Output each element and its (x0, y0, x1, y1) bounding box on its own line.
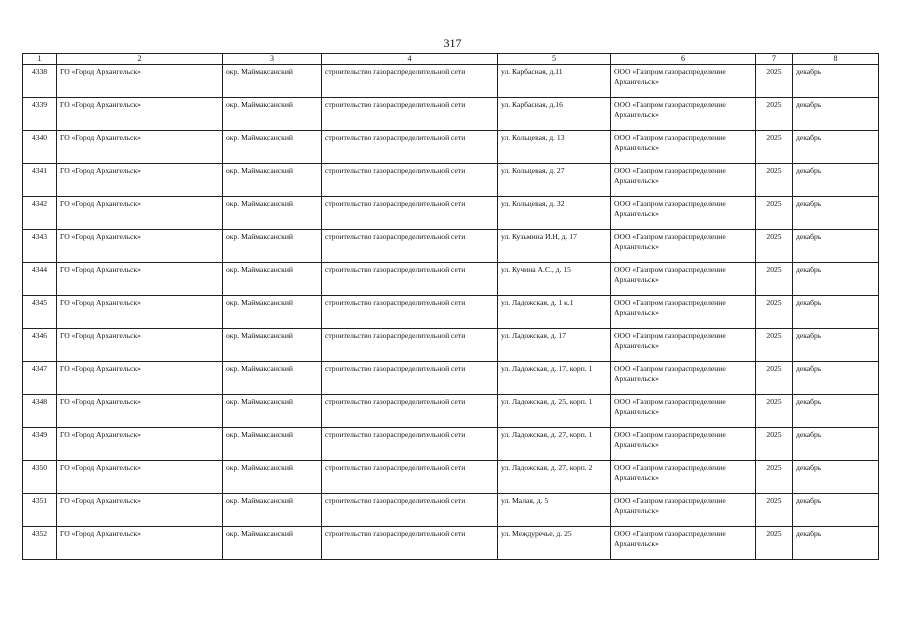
address-cell: ул. Ладожская, д. 25, корп. 1 (498, 395, 611, 428)
year-cell: 2025 (756, 98, 793, 131)
table-row (23, 197, 879, 230)
row-number-cell: 4348 (23, 395, 57, 428)
municipality-cell: ГО «Город Архангельск» (57, 131, 223, 164)
column-header: 6 (611, 54, 756, 65)
organization-cell: ООО «Газпром газораспределение Архангельск» (611, 428, 756, 461)
work-type-cell: строительство газораспределительной сети (322, 461, 498, 494)
row-number-cell: 4344 (23, 263, 57, 296)
table-body (23, 65, 879, 560)
page-number: 317 (443, 36, 462, 50)
column-header: 8 (793, 54, 879, 65)
district-cell: окр. Маймаксанский (223, 428, 322, 461)
work-type-cell: строительство газораспределительной сети (322, 164, 498, 197)
municipality-cell: ГО «Город Архангельск» (57, 527, 223, 560)
municipality-cell: ГО «Город Архангельск» (57, 428, 223, 461)
month-cell: декабрь (793, 329, 879, 362)
row-number-cell: 4350 (23, 461, 57, 494)
address-cell: ул. Кольцевая, д. 32 (498, 197, 611, 230)
organization-cell: ООО «Газпром газораспределение Архангельск» (611, 296, 756, 329)
year-cell: 2025 (756, 164, 793, 197)
organization-cell: ООО «Газпром газораспределение Архангельск» (611, 65, 756, 98)
month-cell: декабрь (793, 197, 879, 230)
district-cell: окр. Маймаксанский (223, 329, 322, 362)
municipality-cell: ГО «Город Архангельск» (57, 230, 223, 263)
organization-cell: ООО «Газпром газораспределение Архангельск» (611, 197, 756, 230)
row-number-cell: 4339 (23, 98, 57, 131)
district-cell: окр. Маймаксанский (223, 65, 322, 98)
district-cell: окр. Маймаксанский (223, 296, 322, 329)
column-header: 3 (223, 54, 322, 65)
work-type-cell: строительство газораспределительной сети (322, 527, 498, 560)
municipality-cell: ГО «Город Архангельск» (57, 263, 223, 296)
work-type-cell: строительство газораспределительной сети (322, 395, 498, 428)
organization-cell: ООО «Газпром газораспределение Архангельск» (611, 362, 756, 395)
row-number-cell: 4345 (23, 296, 57, 329)
year-cell: 2025 (756, 197, 793, 230)
year-cell: 2025 (756, 428, 793, 461)
row-number-cell: 4346 (23, 329, 57, 362)
table-header (23, 54, 879, 65)
municipality-cell: ГО «Город Архангельск» (57, 494, 223, 527)
table-row (23, 164, 879, 197)
municipality-cell: ГО «Город Архангельск» (57, 65, 223, 98)
year-cell: 2025 (756, 230, 793, 263)
address-cell: ул. Ладожская, д. 27, корп. 2 (498, 461, 611, 494)
row-number-cell: 4349 (23, 428, 57, 461)
table-row (23, 494, 879, 527)
work-type-cell: строительство газораспределительной сети (322, 230, 498, 263)
work-type-cell: строительство газораспределительной сети (322, 98, 498, 131)
address-cell: ул. Кольцевая, д. 27 (498, 164, 611, 197)
address-cell: ул. Карбасная, д.16 (498, 98, 611, 131)
month-cell: декабрь (793, 164, 879, 197)
year-cell: 2025 (756, 131, 793, 164)
column-header: 7 (756, 54, 793, 65)
municipality-cell: ГО «Город Архангельск» (57, 296, 223, 329)
work-type-cell: строительство газораспределительной сети (322, 296, 498, 329)
organization-cell: ООО «Газпром газораспределение Архангельск» (611, 230, 756, 263)
address-cell: ул. Ладожская, д. 27, корп. 1 (498, 428, 611, 461)
work-type-cell: строительство газораспределительной сети (322, 131, 498, 164)
row-number-cell: 4340 (23, 131, 57, 164)
month-cell: декабрь (793, 263, 879, 296)
column-header: 1 (23, 54, 57, 65)
work-type-cell: строительство газораспределительной сети (322, 494, 498, 527)
month-cell: декабрь (793, 362, 879, 395)
district-cell: окр. Маймаксанский (223, 362, 322, 395)
address-cell: ул. Ладожская, д. 17 (498, 329, 611, 362)
row-number-cell: 4352 (23, 527, 57, 560)
work-type-cell: строительство газораспределительной сети (322, 329, 498, 362)
district-cell: окр. Маймаксанский (223, 527, 322, 560)
year-cell: 2025 (756, 65, 793, 98)
year-cell: 2025 (756, 494, 793, 527)
organization-cell: ООО «Газпром газораспределение Архангельск» (611, 98, 756, 131)
year-cell: 2025 (756, 527, 793, 560)
district-cell: окр. Маймаксанский (223, 230, 322, 263)
district-cell: окр. Маймаксанский (223, 263, 322, 296)
municipality-cell: ГО «Город Архангельск» (57, 197, 223, 230)
row-number-cell: 4347 (23, 362, 57, 395)
address-cell: ул. Ладожская, д. 17, корп. 1 (498, 362, 611, 395)
organization-cell: ООО «Газпром газораспределение Архангельск» (611, 494, 756, 527)
work-type-cell: строительство газораспределительной сети (322, 65, 498, 98)
municipality-cell: ГО «Город Архангельск» (57, 461, 223, 494)
address-cell: ул. Кузьмина И.Н, д. 17 (498, 230, 611, 263)
work-type-cell: строительство газораспределительной сети (322, 197, 498, 230)
table-row (23, 98, 879, 131)
table-row (23, 527, 879, 560)
column-header: 4 (322, 54, 498, 65)
table-row (23, 131, 879, 164)
work-type-cell: строительство газораспределительной сети (322, 263, 498, 296)
row-number-cell: 4343 (23, 230, 57, 263)
organization-cell: ООО «Газпром газораспределение Архангельск» (611, 527, 756, 560)
month-cell: декабрь (793, 98, 879, 131)
month-cell: декабрь (793, 395, 879, 428)
year-cell: 2025 (756, 362, 793, 395)
organization-cell: ООО «Газпром газораспределение Архангельск» (611, 395, 756, 428)
month-cell: декабрь (793, 230, 879, 263)
table-row (23, 461, 879, 494)
organization-cell: ООО «Газпром газораспределение Архангельск» (611, 461, 756, 494)
municipality-cell: ГО «Город Архангельск» (57, 98, 223, 131)
column-header: 5 (498, 54, 611, 65)
table-row (23, 263, 879, 296)
row-number-cell: 4341 (23, 164, 57, 197)
row-number-cell: 4342 (23, 197, 57, 230)
municipality-cell: ГО «Город Архангельск» (57, 395, 223, 428)
header-row (23, 54, 879, 65)
registry-table (22, 53, 879, 560)
organization-cell: ООО «Газпром газораспределение Архангельск» (611, 164, 756, 197)
organization-cell: ООО «Газпром газораспределение Архангельск» (611, 263, 756, 296)
district-cell: окр. Маймаксанский (223, 461, 322, 494)
month-cell: декабрь (793, 65, 879, 98)
table-row (23, 362, 879, 395)
district-cell: окр. Маймаксанский (223, 164, 322, 197)
year-cell: 2025 (756, 395, 793, 428)
year-cell: 2025 (756, 296, 793, 329)
column-header: 2 (57, 54, 223, 65)
address-cell: ул. Междуречье, д. 25 (498, 527, 611, 560)
table-row (23, 230, 879, 263)
address-cell: ул. Кучина А.С., д. 15 (498, 263, 611, 296)
month-cell: декабрь (793, 428, 879, 461)
month-cell: декабрь (793, 527, 879, 560)
district-cell: окр. Маймаксанский (223, 395, 322, 428)
district-cell: окр. Маймаксанский (223, 131, 322, 164)
year-cell: 2025 (756, 329, 793, 362)
municipality-cell: ГО «Город Архангельск» (57, 164, 223, 197)
municipality-cell: ГО «Город Архангельск» (57, 329, 223, 362)
month-cell: декабрь (793, 296, 879, 329)
municipality-cell: ГО «Город Архангельск» (57, 362, 223, 395)
district-cell: окр. Маймаксанский (223, 98, 322, 131)
month-cell: декабрь (793, 461, 879, 494)
work-type-cell: строительство газораспределительной сети (322, 428, 498, 461)
table-row (23, 296, 879, 329)
year-cell: 2025 (756, 263, 793, 296)
district-cell: окр. Маймаксанский (223, 494, 322, 527)
organization-cell: ООО «Газпром газораспределение Архангельск» (611, 131, 756, 164)
month-cell: декабрь (793, 131, 879, 164)
address-cell: ул. Ладожская, д. 1 к.1 (498, 296, 611, 329)
table-row (23, 65, 879, 98)
address-cell: ул. Малая, д. 5 (498, 494, 611, 527)
table-row (23, 329, 879, 362)
year-cell: 2025 (756, 461, 793, 494)
month-cell: декабрь (793, 494, 879, 527)
address-cell: ул. Кольцевая, д. 13 (498, 131, 611, 164)
district-cell: окр. Маймаксанский (223, 197, 322, 230)
row-number-cell: 4338 (23, 65, 57, 98)
table-row (23, 428, 879, 461)
organization-cell: ООО «Газпром газораспределение Архангельск» (611, 329, 756, 362)
row-number-cell: 4351 (23, 494, 57, 527)
table-row (23, 395, 879, 428)
work-type-cell: строительство газораспределительной сети (322, 362, 498, 395)
address-cell: ул. Карбасная, д.11 (498, 65, 611, 98)
